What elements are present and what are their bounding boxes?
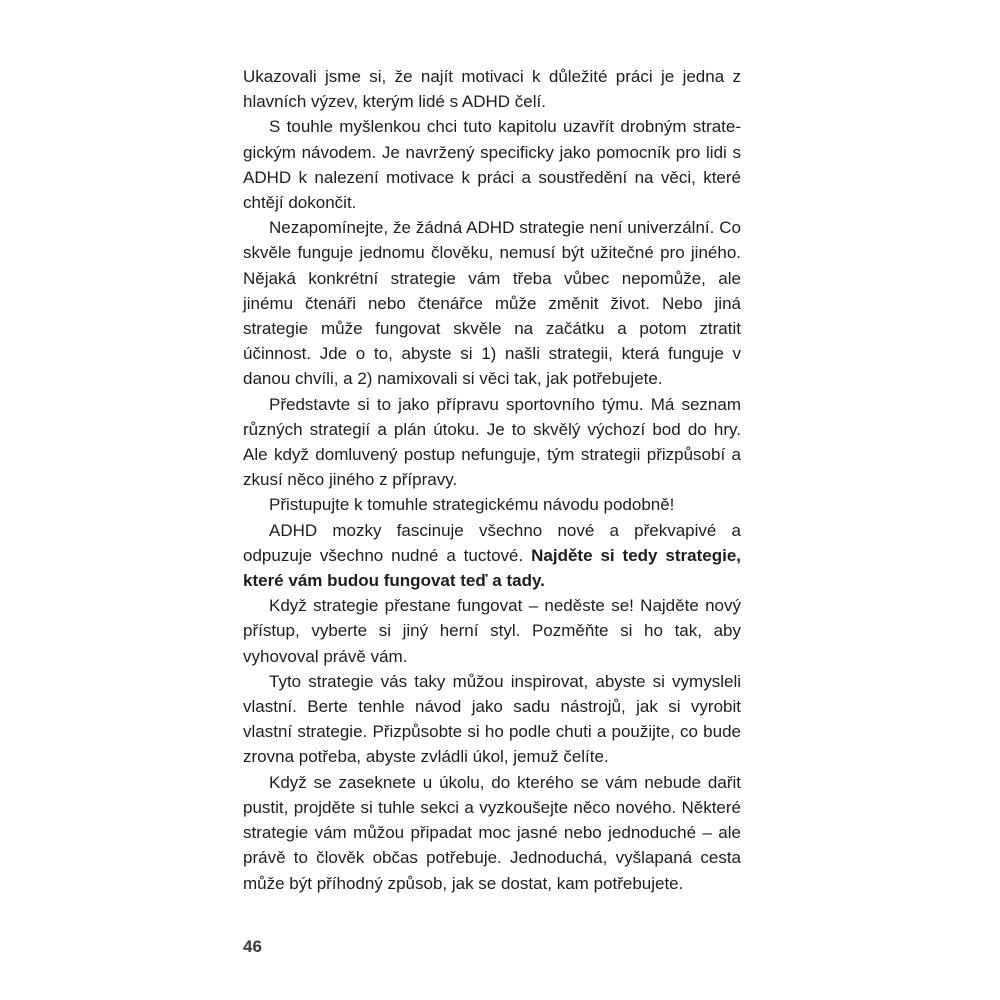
paragraph: Ukazovali jsme si, že najít motivaci k důležité práci je jedna z hlavních výzev, kterým lidé s ADHD čelí. bbox=[243, 67, 741, 112]
paragraph: Představte si to jako přípravu sportovního týmu. Má seznam různých strategií a plán útoku. Je to skvělý výchozí bod do hry. Ale když domluvený postup nefunguje, tým strategii přizpůsobí a zkusí něco jiného z přípravy. bbox=[243, 394, 741, 490]
paragraph: Když strategie přestane fungovat – neděste se! Najděte nový přístup, vyberte si jiný herní styl. Pozměňte si ho tak, aby vyhovoval právě vám. bbox=[243, 596, 741, 666]
page-number: 46 bbox=[243, 937, 262, 956]
body-text bbox=[243, 64, 741, 896]
paragraph: Přistupujte k tomuhle strategickému návodu podobně! bbox=[269, 495, 675, 515]
paragraph: Když se zaseknete u úkolu, do kterého se vám nebude dařit pustit, projděte si tuhle sekci a vyzkoušejte něco nového. Některé strategie vám můžou připadat moc jasné nebo jednoduché – ale právě to člověk občas potřebuje. Jednoduchá, vyšlapaná cesta může být příhodný způsob, jak se dostat, kam potřebujete. bbox=[243, 772, 741, 893]
paragraph-text: ADHD mozky fascinuje všechno nové a překvapivé a odpuzuje všechno nudné a tuctové. bbox=[243, 520, 741, 565]
paragraph: Nezapomínejte, že žádná ADHD strategie není univerzální. Co skvěle funguje jednomu člověku, nemusí být užitečné pro jiného. Nějaká konkrétní strategie vám třeba vůbec nepomůže, ale jinému čtenáři nebo čtenářce může změnit život. Nebo jiná strategie může fungovat skvěle na začátku a potom ztratit účinnost. Jde o to, abyste si 1) našli strategii, která funguje v danou chvíli, a 2) namixovali si věci tak, jak potřebujete. bbox=[243, 218, 741, 389]
paragraph: S touhle myšlenkou chci tuto kapitolu uzavřít drobným strategickým návodem. Je navržený specificky jako pomocník pro lidi s ADHD k nalezení motivace k práci a soustředění na věci, které chtějí dokončit. bbox=[243, 117, 741, 213]
paragraph-with-emphasis bbox=[243, 518, 741, 594]
paragraph: Tyto strategie vás taky můžou inspirovat, abyste si vymysleli vlastní. Berte tenhle návod jako sadu nástrojů, jak si vyrobit vlastní strategie. Přizpůsobte si ho podle chuti a použijte, co bude zrovna potřeba, abyste zvládli úkol, jemuž čelíte. bbox=[243, 671, 741, 767]
emphasized-text: Najděte si tedy strategie, které vám budou fungovat teď a tady. bbox=[243, 545, 741, 591]
